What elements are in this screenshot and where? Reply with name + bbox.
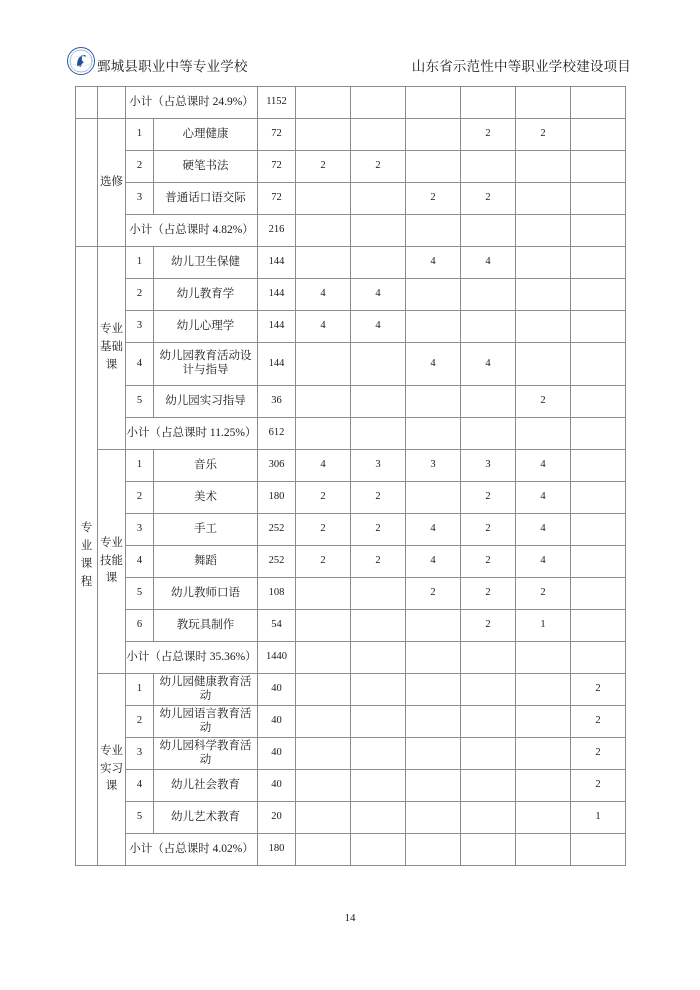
subtotal-semester-1 (296, 215, 351, 247)
semester-4-hours (461, 802, 516, 834)
subtotal-semester-2 (351, 87, 406, 119)
semester-3-hours (406, 770, 461, 802)
semester-1-hours (296, 706, 351, 738)
semester-3-hours: 3 (406, 450, 461, 482)
subtotal-semester-4 (461, 215, 516, 247)
group-cell-empty (98, 87, 126, 119)
semester-2-hours (351, 802, 406, 834)
table-row (76, 183, 626, 215)
course-name: 音乐 (154, 450, 258, 482)
semester-6-hours: 2 (571, 674, 626, 706)
subtotal-row (76, 215, 626, 247)
semester-5-hours: 2 (516, 578, 571, 610)
subtotal-label: 小计（占总课时 4.02%） (126, 834, 258, 866)
table-row (76, 770, 626, 802)
semester-1-hours (296, 386, 351, 418)
semester-6-hours (571, 183, 626, 215)
subtotal-row (76, 642, 626, 674)
row-index: 5 (126, 578, 154, 610)
semester-1-hours (296, 738, 351, 770)
semester-6-hours (571, 482, 626, 514)
course-hours: 20 (258, 802, 296, 834)
course-hours: 144 (258, 311, 296, 343)
semester-5-hours: 2 (516, 386, 571, 418)
semester-2-hours: 2 (351, 482, 406, 514)
course-name: 教玩具制作 (154, 610, 258, 642)
semester-5-hours (516, 311, 571, 343)
subtotal-semester-6 (571, 87, 626, 119)
semester-1-hours: 2 (296, 514, 351, 546)
course-name: 幼儿卫生保健 (154, 247, 258, 279)
subtotal-semester-2 (351, 215, 406, 247)
row-index: 1 (126, 674, 154, 706)
semester-3-hours: 4 (406, 343, 461, 386)
semester-3-hours (406, 706, 461, 738)
semester-5-hours (516, 674, 571, 706)
table-row (76, 279, 626, 311)
semester-3-hours: 2 (406, 578, 461, 610)
semester-6-hours: 2 (571, 738, 626, 770)
semester-5-hours: 4 (516, 514, 571, 546)
semester-6-hours (571, 450, 626, 482)
semester-4-hours (461, 770, 516, 802)
subtotal-semester-1 (296, 87, 351, 119)
semester-4-hours: 2 (461, 578, 516, 610)
row-index: 3 (126, 311, 154, 343)
course-name: 美术 (154, 482, 258, 514)
subtotal-hours: 216 (258, 215, 296, 247)
row-index: 1 (126, 119, 154, 151)
subtotal-semester-3 (406, 215, 461, 247)
table-row (76, 706, 626, 738)
subtotal-semester-5 (516, 215, 571, 247)
table-row (76, 578, 626, 610)
table-row (76, 343, 626, 386)
subtotal-semester-5 (516, 87, 571, 119)
subtotal-row (76, 418, 626, 450)
semester-6-hours (571, 610, 626, 642)
semester-2-hours (351, 738, 406, 770)
row-index: 2 (126, 706, 154, 738)
subtotal-semester-6 (571, 642, 626, 674)
semester-5-hours (516, 279, 571, 311)
subtotal-label: 小计（占总课时 24.9%） (126, 87, 258, 119)
group-label-elective (98, 119, 126, 247)
semester-2-hours (351, 183, 406, 215)
page-number: 14 (344, 912, 356, 924)
course-name: 幼儿教师口语 (154, 578, 258, 610)
semester-1-hours (296, 770, 351, 802)
semester-5-hours: 2 (516, 119, 571, 151)
semester-4-hours: 2 (461, 546, 516, 578)
semester-3-hours (406, 311, 461, 343)
course-name: 手工 (154, 514, 258, 546)
group-label-major-practice (98, 674, 126, 866)
semester-2-hours (351, 386, 406, 418)
semester-3-hours: 2 (406, 183, 461, 215)
semester-5-hours (516, 770, 571, 802)
semester-2-hours: 3 (351, 450, 406, 482)
course-hours: 40 (258, 770, 296, 802)
table-row (76, 151, 626, 183)
table-row (76, 674, 626, 706)
course-hours: 72 (258, 119, 296, 151)
course-hours: 40 (258, 738, 296, 770)
semester-1-hours (296, 578, 351, 610)
subtotal-label: 小计（占总课时 4.82%） (126, 215, 258, 247)
row-index: 1 (126, 450, 154, 482)
subtotal-hours: 612 (258, 418, 296, 450)
row-index: 5 (126, 802, 154, 834)
subtotal-semester-1 (296, 834, 351, 866)
semester-4-hours: 2 (461, 610, 516, 642)
semester-3-hours (406, 802, 461, 834)
course-hours: 144 (258, 279, 296, 311)
course-hours: 36 (258, 386, 296, 418)
semester-2-hours (351, 247, 406, 279)
subtotal-semester-4 (461, 834, 516, 866)
course-name: 幼儿园科学教育活动 (154, 738, 258, 770)
semester-1-hours (296, 247, 351, 279)
semester-1-hours: 2 (296, 546, 351, 578)
semester-4-hours: 2 (461, 119, 516, 151)
row-index: 3 (126, 183, 154, 215)
semester-2-hours (351, 578, 406, 610)
row-index: 4 (126, 770, 154, 802)
subtotal-semester-2 (351, 642, 406, 674)
course-hours: 180 (258, 482, 296, 514)
row-index: 4 (126, 546, 154, 578)
subtotal-semester-4 (461, 418, 516, 450)
course-hours: 40 (258, 706, 296, 738)
semester-3-hours (406, 738, 461, 770)
subtotal-semester-3 (406, 834, 461, 866)
semester-5-hours (516, 183, 571, 215)
semester-3-hours (406, 674, 461, 706)
subtotal-semester-6 (571, 215, 626, 247)
row-index: 1 (126, 247, 154, 279)
semester-5-hours: 4 (516, 450, 571, 482)
subtotal-semester-5 (516, 418, 571, 450)
semester-6-hours (571, 578, 626, 610)
semester-5-hours (516, 343, 571, 386)
semester-1-hours: 4 (296, 279, 351, 311)
course-hours: 40 (258, 674, 296, 706)
course-name: 幼儿园语言教育活动 (154, 706, 258, 738)
course-name: 幼儿心理学 (154, 311, 258, 343)
subtotal-semester-4 (461, 87, 516, 119)
semester-3-hours (406, 610, 461, 642)
semester-2-hours (351, 610, 406, 642)
semester-1-hours (296, 343, 351, 386)
curriculum-table-body (76, 87, 626, 866)
subtotal-semester-5 (516, 642, 571, 674)
course-name: 幼儿园实习指导 (154, 386, 258, 418)
table-row (76, 119, 626, 151)
semester-6-hours: 2 (571, 706, 626, 738)
semester-5-hours (516, 802, 571, 834)
header-project-title: 山东省示范性中等职业学校建设项目 (411, 58, 631, 74)
semester-4-hours: 2 (461, 183, 516, 215)
semester-5-hours (516, 706, 571, 738)
outer-group-label-major (76, 247, 98, 866)
table-row (76, 546, 626, 578)
semester-1-hours (296, 119, 351, 151)
group-label-text: 专业基础课 (100, 323, 123, 371)
semester-1-hours (296, 610, 351, 642)
course-name: 硬笔书法 (154, 151, 258, 183)
semester-2-hours (351, 770, 406, 802)
semester-4-hours: 3 (461, 450, 516, 482)
semester-5-hours (516, 247, 571, 279)
row-index: 4 (126, 343, 154, 386)
semester-4-hours: 2 (461, 514, 516, 546)
course-name: 幼儿社会教育 (154, 770, 258, 802)
school-emblem-icon (66, 46, 96, 76)
semester-4-hours (461, 151, 516, 183)
course-hours: 252 (258, 546, 296, 578)
subtotal-hours: 1440 (258, 642, 296, 674)
semester-4-hours (461, 386, 516, 418)
table-row (76, 738, 626, 770)
semester-3-hours: 4 (406, 546, 461, 578)
curriculum-table (75, 86, 626, 866)
group-label-major-skill (98, 450, 126, 674)
semester-2-hours: 2 (351, 151, 406, 183)
semester-4-hours (461, 738, 516, 770)
course-hours: 72 (258, 183, 296, 215)
semester-6-hours (571, 311, 626, 343)
subtotal-semester-4 (461, 642, 516, 674)
semester-2-hours (351, 119, 406, 151)
course-hours: 306 (258, 450, 296, 482)
semester-4-hours (461, 674, 516, 706)
table-row (76, 247, 626, 279)
semester-3-hours (406, 119, 461, 151)
semester-6-hours: 2 (571, 770, 626, 802)
course-hours: 108 (258, 578, 296, 610)
semester-1-hours: 2 (296, 482, 351, 514)
semester-6-hours (571, 119, 626, 151)
table-row (76, 802, 626, 834)
course-hours: 54 (258, 610, 296, 642)
group-label-text: 专业技能课 (100, 536, 123, 585)
semester-6-hours (571, 343, 626, 386)
semester-5-hours: 4 (516, 546, 571, 578)
semester-1-hours (296, 802, 351, 834)
outer-group-cell-empty (76, 119, 98, 247)
subtotal-semester-6 (571, 834, 626, 866)
subtotal-semester-1 (296, 418, 351, 450)
semester-2-hours (351, 674, 406, 706)
course-hours: 252 (258, 514, 296, 546)
semester-6-hours (571, 386, 626, 418)
table-row (76, 386, 626, 418)
course-hours: 144 (258, 343, 296, 386)
semester-4-hours: 4 (461, 247, 516, 279)
semester-1-hours (296, 183, 351, 215)
table-row (76, 482, 626, 514)
semester-4-hours: 2 (461, 482, 516, 514)
semester-3-hours (406, 151, 461, 183)
course-hours: 72 (258, 151, 296, 183)
semester-4-hours (461, 706, 516, 738)
semester-2-hours (351, 343, 406, 386)
course-name: 幼儿园教育活动设计与指导 (154, 343, 258, 386)
semester-5-hours (516, 738, 571, 770)
row-index: 6 (126, 610, 154, 642)
row-index: 2 (126, 151, 154, 183)
row-index: 5 (126, 386, 154, 418)
course-name: 心理健康 (154, 119, 258, 151)
row-index: 3 (126, 738, 154, 770)
row-index: 2 (126, 279, 154, 311)
semester-2-hours: 4 (351, 311, 406, 343)
semester-1-hours: 4 (296, 311, 351, 343)
group-label-major-basic (98, 247, 126, 450)
subtotal-semester-6 (571, 418, 626, 450)
subtotal-semester-3 (406, 642, 461, 674)
course-name: 幼儿教育学 (154, 279, 258, 311)
semester-3-hours (406, 482, 461, 514)
semester-5-hours: 1 (516, 610, 571, 642)
subtotal-semester-2 (351, 418, 406, 450)
table-row (76, 311, 626, 343)
row-index: 3 (126, 514, 154, 546)
subtotal-semester-5 (516, 834, 571, 866)
semester-6-hours (571, 546, 626, 578)
subtotal-label: 小计（占总课时 11.25%） (126, 418, 258, 450)
table-row (76, 610, 626, 642)
semester-6-hours (571, 514, 626, 546)
semester-5-hours: 4 (516, 482, 571, 514)
subtotal-hours: 1152 (258, 87, 296, 119)
semester-2-hours: 4 (351, 279, 406, 311)
semester-4-hours: 4 (461, 343, 516, 386)
semester-6-hours (571, 151, 626, 183)
row-index: 2 (126, 482, 154, 514)
semester-2-hours (351, 706, 406, 738)
header-school-name: 鄄城县职业中等专业学校 (97, 58, 248, 74)
semester-4-hours (461, 311, 516, 343)
group-label-text: 专业实习课 (100, 744, 123, 793)
semester-3-hours: 4 (406, 247, 461, 279)
semester-6-hours (571, 279, 626, 311)
running-header (66, 42, 634, 76)
semester-3-hours (406, 279, 461, 311)
subtotal-row (76, 87, 626, 119)
course-hours: 144 (258, 247, 296, 279)
group-label-text: 专业课程 (80, 522, 93, 588)
course-name: 普通话口语交际 (154, 183, 258, 215)
curriculum-table-wrapper (75, 86, 625, 866)
table-row (76, 450, 626, 482)
semester-3-hours: 4 (406, 514, 461, 546)
table-row (76, 514, 626, 546)
subtotal-row (76, 834, 626, 866)
header-left-block (66, 42, 248, 76)
semester-6-hours (571, 247, 626, 279)
semester-3-hours (406, 386, 461, 418)
subtotal-semester-2 (351, 834, 406, 866)
course-name: 舞蹈 (154, 546, 258, 578)
semester-1-hours: 2 (296, 151, 351, 183)
group-label-text: 选修 (100, 175, 123, 188)
semester-1-hours (296, 674, 351, 706)
subtotal-semester-1 (296, 642, 351, 674)
semester-4-hours (461, 279, 516, 311)
subtotal-semester-3 (406, 87, 461, 119)
semester-5-hours (516, 151, 571, 183)
course-name: 幼儿园健康教育活动 (154, 674, 258, 706)
outer-group-cell-empty (76, 87, 98, 119)
subtotal-label: 小计（占总课时 35.36%） (126, 642, 258, 674)
semester-2-hours: 2 (351, 546, 406, 578)
subtotal-hours: 180 (258, 834, 296, 866)
course-name: 幼儿艺术教育 (154, 802, 258, 834)
semester-6-hours: 1 (571, 802, 626, 834)
semester-2-hours: 2 (351, 514, 406, 546)
semester-1-hours: 4 (296, 450, 351, 482)
subtotal-semester-3 (406, 418, 461, 450)
